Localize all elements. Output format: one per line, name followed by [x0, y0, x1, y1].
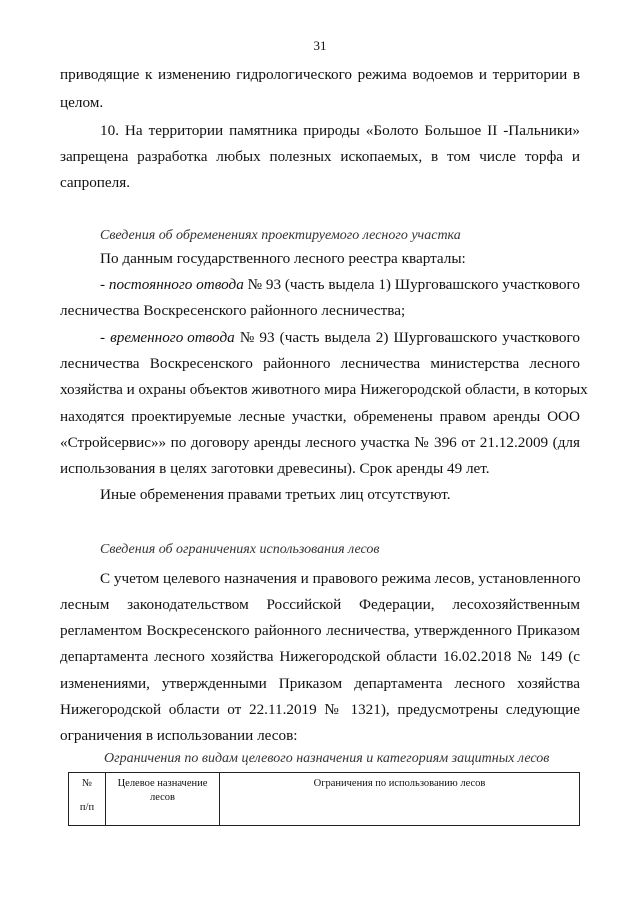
paragraph-line-temporary-allotment: [100, 329, 580, 347]
paragraph-line: сапропеля.: [60, 174, 131, 191]
paragraph-line: «Стройсервис»» по договору аренды лесного участка № 396 от 21.12.2009 (для: [60, 434, 580, 451]
line-text: №: [239, 329, 255, 346]
line-text: (часть: [279, 329, 320, 346]
header-purpose-line1: Целевое назначение: [117, 778, 208, 789]
section-heading-encumbrances: Сведения об обременениях проектируемого лесного участка: [100, 228, 461, 243]
table-header-cell-number: [69, 773, 106, 825]
paragraph-line: Нижегородской области от 22.11.2019 № 1321), предусмотрены следующие: [60, 701, 580, 718]
list-dash: -: [100, 276, 106, 293]
italic-term: постоянного отвода: [108, 276, 244, 293]
paragraph-line: запрещена разработка любых полезных ископаемых, в том числе торфа и: [60, 148, 580, 165]
paragraph-line: лесничества Воскресенского районного лесничества;: [60, 302, 406, 319]
paragraph-line: целом.: [60, 94, 104, 111]
section-heading-restrictions: Сведения об ограничениях использования лесов: [100, 542, 380, 557]
line-text: 93: [259, 329, 275, 346]
restrictions-table: [68, 772, 580, 826]
list-dash: -: [100, 329, 106, 346]
paragraph-line: регламентом Воскресенского районного лесничества, утвержденного Приказом: [60, 622, 580, 639]
line-text: 93: [265, 276, 282, 293]
header-restrictions: Ограничения по использованию лесов: [313, 778, 486, 789]
paragraph-line: департамента лесного хозяйства Нижегородской области 16.02.2018 № 149 (с: [60, 648, 580, 665]
paragraph-line: приводящие к изменению гидрологического режима водоемов и территории в: [60, 66, 580, 83]
table-header-cell-purpose: [106, 773, 220, 825]
paragraph-line-permanent-allotment: [100, 276, 580, 294]
paragraph-line: По данным государственного лесного реестра кварталы:: [100, 250, 466, 267]
table-header-cell-restrictions: [220, 773, 579, 825]
italic-term: временного отвода: [110, 329, 235, 346]
line-text: 2): [375, 329, 389, 346]
paragraph-line: лесничества Воскресенского районного лесничества министерства лесного: [60, 355, 580, 372]
page-number: 31: [313, 38, 327, 53]
line-text: Шурговашского: [394, 276, 499, 293]
paragraph-line: находятся проектируемые лесные участки, обременены правом аренды ООО: [60, 408, 580, 425]
line-text: (часть: [284, 276, 325, 293]
paragraph-line: ограничения в использовании лесов:: [60, 727, 298, 744]
header-purpose-line2: лесов: [149, 792, 176, 803]
paragraph-line: лесным законодательством Российской Федерации, лесохозяйственным: [60, 596, 580, 613]
paragraph-line: С учетом целевого назначения и правового режима лесов, установленного: [100, 570, 581, 587]
line-text: участкового: [502, 276, 580, 293]
paragraph-line: Иные обременения правами третьих лиц отсутствуют.: [100, 486, 451, 503]
header-number-symbol: №: [81, 778, 93, 789]
line-text: выдела: [328, 276, 375, 293]
table-caption: Ограничения по видам целевого назначения и категориям защитных лесов: [104, 751, 550, 766]
line-text: №: [247, 276, 263, 293]
paragraph-line: хозяйства и охраны объектов животного мира Нижегородской области, в которых: [60, 381, 588, 398]
line-text: Шурговашского: [393, 329, 498, 346]
line-text: выдела: [324, 329, 371, 346]
paragraph-line: изменениями, утвержденными Приказом департамента лесного хозяйства: [60, 675, 580, 692]
paragraph-line: 10. На территории памятника природы «Болото Большое II -Пальники»: [100, 122, 580, 139]
line-text: 1): [378, 276, 391, 293]
line-text: участкового: [502, 329, 580, 346]
header-number-abbrev: п/п: [79, 802, 95, 813]
paragraph-line: использования в целях заготовки древесины). Срок аренды 49 лет.: [60, 460, 490, 477]
